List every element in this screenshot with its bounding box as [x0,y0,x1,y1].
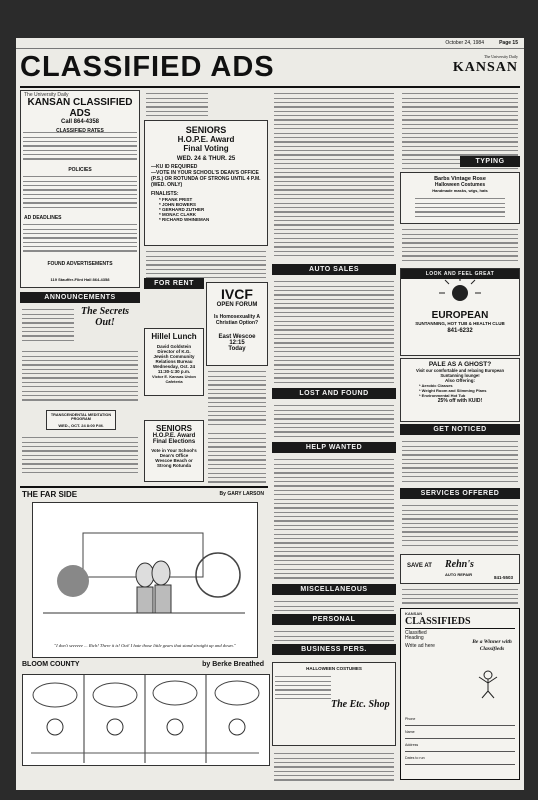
services-header: SERVICES OFFERED [400,488,520,500]
winner-figure-icon [473,669,503,699]
box-phone: Call 864-4358 [60,119,100,126]
form-small: KANSAN [405,611,423,616]
bloom-county-title: BLOOM COUNTY [22,661,80,668]
far-side-author: By GARY LARSON [219,491,264,497]
far-side-drawing [33,503,255,637]
misc-text [272,598,396,612]
services-text [400,502,520,552]
announcements-header: ANNOUNCEMENTS [20,292,140,304]
page-number: Page 15 [499,40,518,46]
classified-order-form: KANSAN CLASSIFIEDS Classified Heading Write ad here Be a Winner with Classifieds Phone Name Address Dates to run [400,608,520,780]
announcement-text-3 [20,434,140,474]
hillel-lunch-ad: Hillel Lunch David Goldstein Director of K.G. Jewish Community Relations Bureau Wednesday, Oct. 24 11:30-1:30 p.m. Victor E. Kansas Union Cafeteria [144,328,204,396]
deadlines-text [23,221,137,257]
auto-sales-text [272,278,396,386]
policies-text [23,173,137,213]
lost-found-header: LOST AND FOUND [272,388,396,400]
ad-deadlines-title: AD DEADLINES [24,215,62,221]
form-dates-field[interactable]: Dates to run [405,756,515,765]
help-wanted-header: HELP WANTED [272,442,396,454]
form-fields [405,717,515,765]
box-small: The University Daily [24,92,69,98]
found-ads-title: FOUND ADVERTISEMENTS [47,261,113,267]
secrets-out-ad: The Secrets Out! [80,306,130,328]
rates-table [23,129,137,163]
far-side-title: THE FAR SIDE [22,490,78,499]
form-address-field[interactable]: Address [405,743,515,752]
col4-text-2 [400,226,520,266]
col2-text-2 [144,248,268,278]
lost-found-text [272,402,396,440]
announcement-text-2 [20,348,140,404]
paper-small: The University Daily [484,54,518,59]
issue-date: October 24, 1984 [445,40,484,46]
halloween-costumes-ad: HALLOWEEN COSTUMES The Etc. Shop [272,662,396,746]
newspaper-page [16,38,524,790]
far-side-caption: "I don't seeeeee ... Rich! There it is! Oui! I hate those little gears that stand straight up and down." [54,643,236,648]
kansan-classified-info-box [20,90,140,288]
bloom-county-panels [23,675,267,763]
etc-shop-name: The Etc. Shop [331,699,390,710]
help-wanted-text [272,456,396,582]
pale-as-ghost-ad: PALE AS A GHOST? Visit our comfortable and relaxing European Suntanning lounge! Also Offering: * Aerobic Classes * Weight Room and Slimming Plans * Environmental Hot Tub 25% off with KUID! [400,358,520,422]
page-header-line [16,38,524,49]
policies-title: POLICIES [68,167,92,173]
col3-text [272,90,396,262]
form-phone-field[interactable]: Phone [405,717,515,726]
col4-text-3 [400,586,520,606]
col2-text [144,90,210,118]
european-suntanning-ad: LOOK AND FEEL GREAT EUROPEAN SUNTANNING, HOT TUB & HEALTH CLUB 841-6232 [400,268,520,356]
typing-header-label: TYPING [460,156,520,167]
personal-header: PERSONAL [272,614,396,626]
announcement-text [20,306,76,346]
seniors-hope-award-ad: SENIORS H.O.P.E. Award Final Voting WED. 24 & THUR. 25 —KU ID REQUIRED —VOTE IN YOUR SCHOOL'S DEAN'S OFFICE (P.S.) OR ROTUNDA OF STRONG UNTIL 4 P.M. (WED. ONLY) FINALISTS: * FRANK PRIST * JOHN BOWERS * GERHARD ZUTHER * MONAC CLARK * RICHARD WHINEMAN [144,120,268,246]
get-noticed-text [400,438,520,486]
seniors-final-elections-ad: SENIORS H.O.P.E. Award Final Elections Vote in Your School's Dean's Office Wescoe Beach or Strong Rotunda [144,420,204,482]
box-address: 119 Stauffer-Flint Hall 864-4358 [50,277,110,282]
for-rent-header-label: FOR RENT [144,278,204,289]
transcendental-ad: TRANSCENDENTAL MEDITATION PROGRAM WED., OCT. 24 8:00 P.M. [46,410,116,430]
auto-sales-header: AUTO SALES [272,264,396,276]
box-title: KANSAN CLASSIFIED ADS [27,97,133,120]
col2-text-3 [206,368,268,428]
sun-icon [401,279,519,305]
barbs-vintage-rose-ad: Barbs Vintage Rose Halloween Costumes Handmade masks, wigs, hats [400,172,520,224]
form-title: CLASSIFIEDS [405,616,471,628]
far-side-header [20,486,268,502]
be-a-winner-graphic: Be a Winner with Classifieds [472,639,512,652]
bloom-county-author: by Berke Breathed [202,661,264,668]
rehns-auto-repair-ad: SAVE AT Rehn's AUTO REPAIR 841-5503 [400,554,520,584]
personal-text [272,628,396,642]
ivcf-open-forum-ad: IVCF OPEN FORUM Is Homosexuality A Christian Option? East Wescoe 12:15 Today [206,282,268,366]
form-name-field[interactable]: Name [405,730,515,739]
section-title: CLASSIFIED ADS [20,51,275,83]
col3-bottom-text [272,750,396,786]
col2-text-4 [206,430,268,484]
masthead-rule [20,86,520,88]
for-rent-header [144,278,204,290]
misc-header: MISCELLANEOUS [272,584,396,596]
typing-header [460,156,520,168]
get-noticed-header: GET NOTICED [400,424,520,436]
business-header: BUSINESS PERS. [272,644,396,656]
far-side-cartoon [32,502,258,658]
bloom-county-header [20,660,268,672]
bloom-county-strip [22,674,270,766]
paper-name: The University Daily KANSAN [452,54,518,75]
